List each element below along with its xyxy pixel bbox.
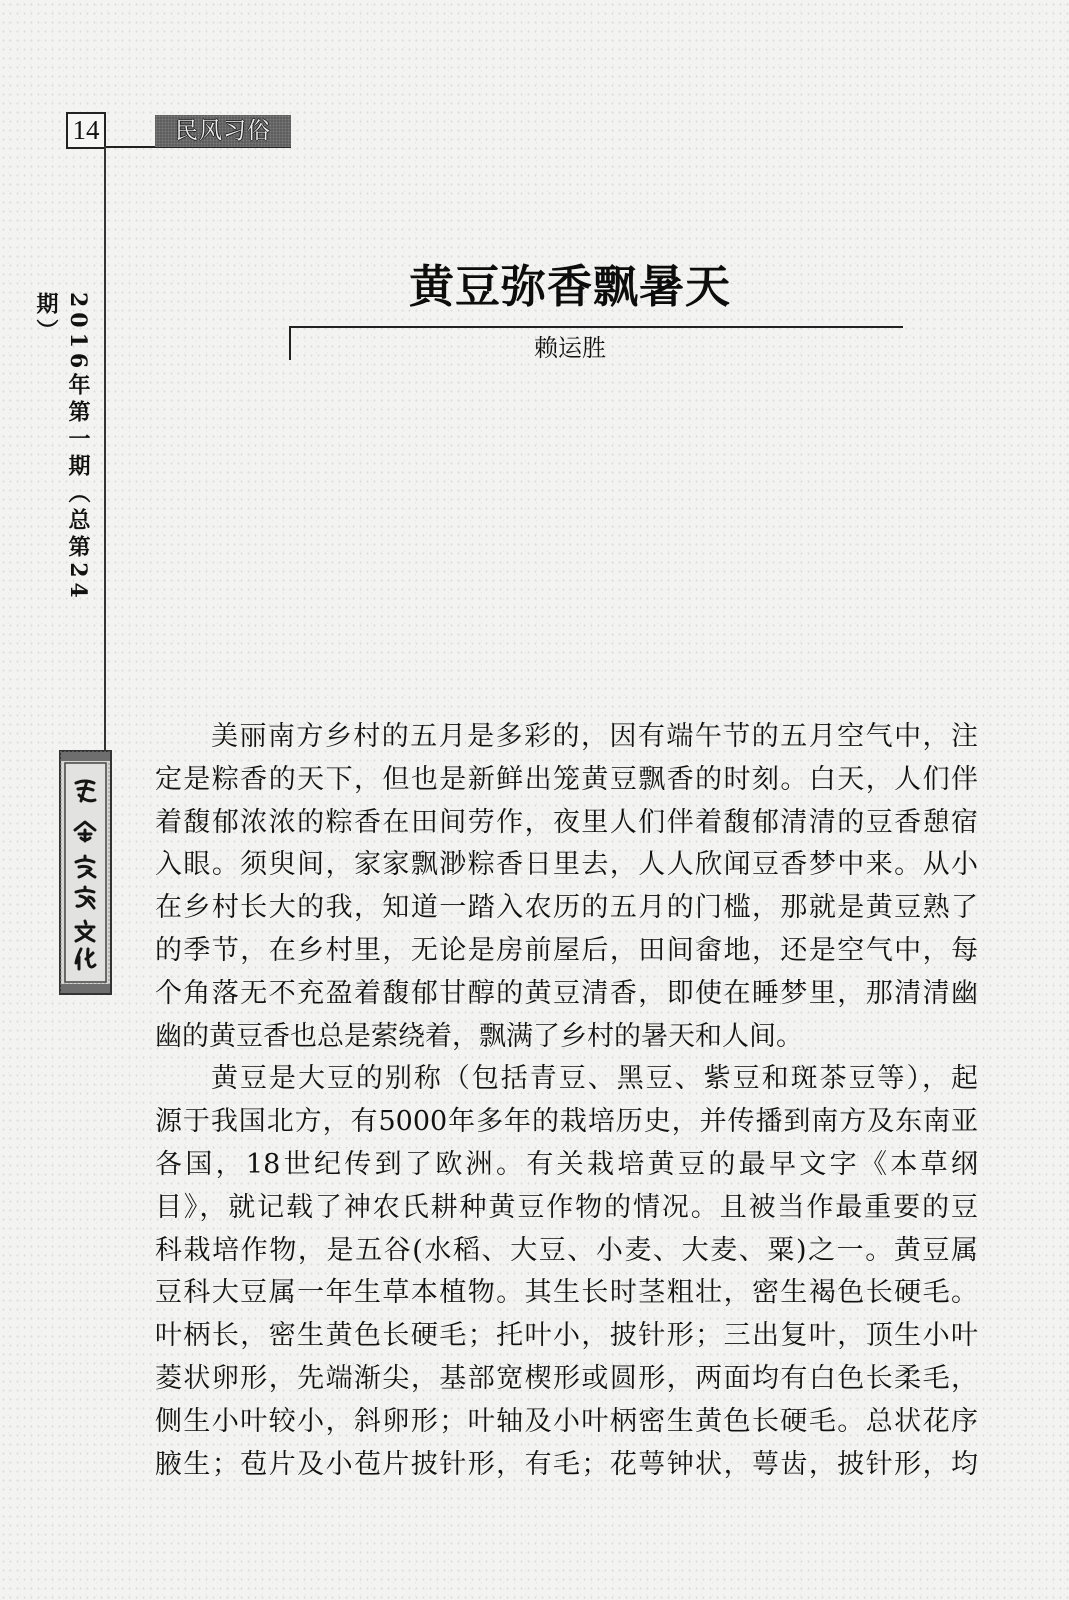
text-line: 在乡村长大的我，知道一踏入农历的五月的门槛，那就是黄豆熟了 [155,892,978,924]
article-title: 黄豆弥香飘暑天 [408,260,731,313]
text-line: 黄豆是大豆的别称（包括青豆、黑豆、紫豆和斑茶豆等），起 [211,1063,978,1095]
magazine-logo-badge [59,750,112,995]
text-line: 各国，18世纪传到了欧洲。有关栽培黄豆的最早文字《本草纲 [155,1148,978,1180]
text-line: 侧生小叶较小，斜卵形；叶轴及小叶柄密生黄色长硬毛。总状花序 [155,1405,978,1437]
text-line: 菱状卵形，先端渐尖，基部宽楔形或圆形，两面均有白色长柔毛， [155,1362,978,1394]
text-line: 豆科大豆属一年生草本植物。其生长时茎粗壮，密生褐色长硬毛。 [155,1277,978,1309]
text-line: 目》，就记载了神农氏耕种黄豆作物的情况。且被当作最重要的豆 [155,1191,978,1223]
text-line: 幽的黄豆香也总是萦绕着，飘满了乡村的暑天和人间。 [155,1020,803,1052]
article-body [155,716,978,1486]
text-line: 定是粽香的天下，但也是新鲜出笼黄豆飘香的时刻。白天，人们伴 [155,763,978,795]
paragraph [155,1058,978,1486]
paragraph [155,716,978,1058]
text-line: 着馥郁浓浓的粽香在田间劳作，夜里人们伴着馥郁清清的豆香憩宿 [155,806,978,838]
section-banner: 民风习俗 [155,115,291,147]
text-line: 叶柄长，密生黄色长硬毛；托叶小，披针形；三出复叶，顶生小叶 [155,1320,978,1352]
text-line: 腋生；苞片及小苞片披针形，有毛；花萼钟状，萼齿，披针形，均 [155,1448,978,1480]
issue-label: 2016年第一期（总第24期） [33,292,91,603]
article-author: 赖运胜 [534,334,606,362]
text-line: 的季节，在乡村里，无论是房前屋后，田间畲地，还是空气中，每 [155,934,978,966]
text-line: 个角落无不充盈着馥郁甘醇的黄豆清香，即使在睡梦里，那清清幽 [155,977,978,1009]
text-line: 科栽培作物，是五谷(水稻、大豆、小麦、大麦、粟)之一。黄豆属 [155,1234,978,1266]
text-line: 入眼。须臾间，家家飘渺粽香日里去，人人欣闻豆香梦中来。从小 [155,849,978,881]
margin-rule [104,146,106,750]
text-line: 源于我国北方，有5000年多年的栽培历史，并传播到南方及东南亚 [155,1106,978,1138]
calligraphy-badge-icon [59,750,112,995]
page-number: 14 [66,112,106,149]
text-line: 美丽南方乡村的五月是多彩的，因有端午节的五月空气中，注 [211,721,978,752]
